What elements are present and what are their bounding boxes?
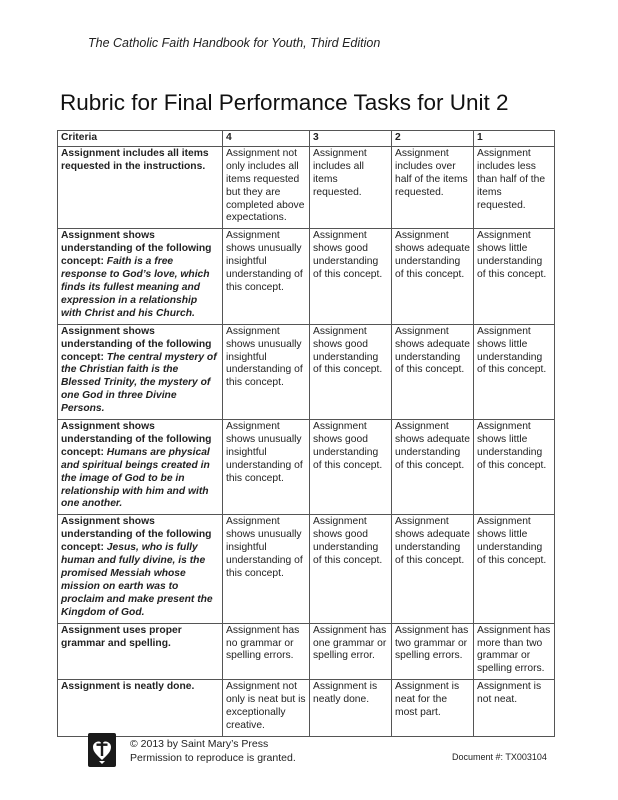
criteria-lead: Assignment shows understanding of the following concept: bbox=[61, 230, 212, 268]
score-cell: Assignment includes over half of the items requested. bbox=[392, 146, 474, 228]
page-title: Rubric for Final Performance Tasks for Unit 2 bbox=[60, 90, 509, 115]
score-cell: Assignment is neat for the most part. bbox=[392, 680, 474, 737]
score-cell: Assignment is not neat. bbox=[474, 680, 555, 737]
criteria-cell bbox=[58, 229, 223, 324]
criteria-cell bbox=[58, 420, 223, 515]
score-cell: Assignment shows good understanding of this concept. bbox=[310, 515, 392, 623]
table-row bbox=[58, 324, 555, 419]
score-cell: Assignment shows little understanding of this concept. bbox=[474, 229, 555, 324]
score-cell: Assignment shows adequate understanding of this concept. bbox=[392, 324, 474, 419]
score-cell: Assignment has no grammar or spelling errors. bbox=[223, 623, 310, 680]
document-number: Document #: TX003104 bbox=[452, 752, 547, 762]
criteria-cell bbox=[58, 324, 223, 419]
score-cell: Assignment shows good understanding of this concept. bbox=[310, 229, 392, 324]
score-cell: Assignment shows unusually insightful understanding of this concept. bbox=[223, 420, 310, 515]
score-cell: Assignment is neatly done. bbox=[310, 680, 392, 737]
table-header-row bbox=[58, 131, 555, 147]
score-cell: Assignment shows adequate understanding of this concept. bbox=[392, 229, 474, 324]
criteria-cell bbox=[58, 680, 223, 737]
criteria-concept: The central mystery of the Christian faith is the Blessed Trinity, the mystery of one God in three Divine Persons. bbox=[61, 351, 217, 415]
criteria-lead: Assignment shows understanding of the following concept: bbox=[61, 421, 212, 458]
score-cell: Assignment shows adequate understanding of this concept. bbox=[392, 515, 474, 623]
criteria-lead: Assignment uses proper grammar and spelling. bbox=[61, 624, 182, 649]
criteria-concept: Humans are physical and spiritual beings created in the image of God to be in relationship with him and with one another. bbox=[61, 446, 210, 510]
table-row bbox=[58, 515, 555, 623]
criteria-lead: Assignment includes all items requested in the instructions. bbox=[61, 147, 209, 172]
header-score-3: 3 bbox=[310, 131, 392, 147]
table-row bbox=[58, 146, 555, 228]
score-cell: Assignment shows good understanding of this concept. bbox=[310, 420, 392, 515]
criteria-concept: Jesus, who is fully human and fully divine, is the promised Messiah whose mission on earth was to proclaim and make present the Kingdom of God. bbox=[61, 542, 213, 618]
saint-marys-press-logo-icon bbox=[88, 733, 116, 767]
header-score-4: 4 bbox=[223, 131, 310, 147]
permission-text: Permission to reproduce is granted. bbox=[130, 751, 296, 764]
table-row bbox=[58, 420, 555, 515]
score-cell: Assignment shows adequate understanding of this concept. bbox=[392, 420, 474, 515]
score-cell: Assignment shows little understanding of this concept. bbox=[474, 324, 555, 419]
criteria-lead: Assignment is neatly done. bbox=[61, 681, 195, 693]
score-cell: Assignment has two grammar or spelling errors. bbox=[392, 623, 474, 680]
score-cell: Assignment has more than two grammar or spelling errors. bbox=[474, 623, 555, 680]
score-cell: Assignment shows little understanding of this concept. bbox=[474, 515, 555, 623]
score-cell: Assignment has one grammar or spelling error. bbox=[310, 623, 392, 680]
score-cell: Assignment shows good understanding of this concept. bbox=[310, 324, 392, 419]
header-criteria: Criteria bbox=[58, 131, 223, 147]
score-cell: Assignment shows little understanding of this concept. bbox=[474, 420, 555, 515]
criteria-cell bbox=[58, 623, 223, 680]
criteria-lead: Assignment shows understanding of the following concept: bbox=[61, 325, 212, 363]
score-cell: Assignment shows unusually insightful understanding of this concept. bbox=[223, 515, 310, 623]
score-cell: Assignment shows unusually insightful understanding of this concept. bbox=[223, 324, 310, 419]
score-cell: Assignment not only includes all items requested but they are completed above expectations. bbox=[223, 146, 310, 228]
table-row bbox=[58, 229, 555, 324]
score-cell: Assignment includes less than half of the items requested. bbox=[474, 146, 555, 228]
table-row bbox=[58, 680, 555, 737]
score-cell: Assignment not only is neat but is exceptionally creative. bbox=[223, 680, 310, 737]
footer-text bbox=[130, 738, 296, 765]
criteria-cell bbox=[58, 515, 223, 623]
criteria-cell bbox=[58, 146, 223, 228]
score-cell: Assignment includes all items requested. bbox=[310, 146, 392, 228]
table-row bbox=[58, 623, 555, 680]
criteria-concept: Faith is a free response to God’s love, which finds its fullest meaning and expression in a relationship with Christ and his Church. bbox=[61, 256, 210, 319]
header-score-1: 1 bbox=[474, 131, 555, 147]
copyright-text: © 2013 by Saint Mary’s Press bbox=[130, 738, 269, 750]
score-cell: Assignment shows unusually insightful understanding of this concept. bbox=[223, 229, 310, 324]
rubric-table bbox=[57, 130, 555, 737]
book-title: The Catholic Faith Handbook for Youth, Third Edition bbox=[88, 36, 381, 50]
criteria-lead: Assignment shows understanding of the following concept: bbox=[61, 516, 212, 554]
header-score-2: 2 bbox=[392, 131, 474, 147]
